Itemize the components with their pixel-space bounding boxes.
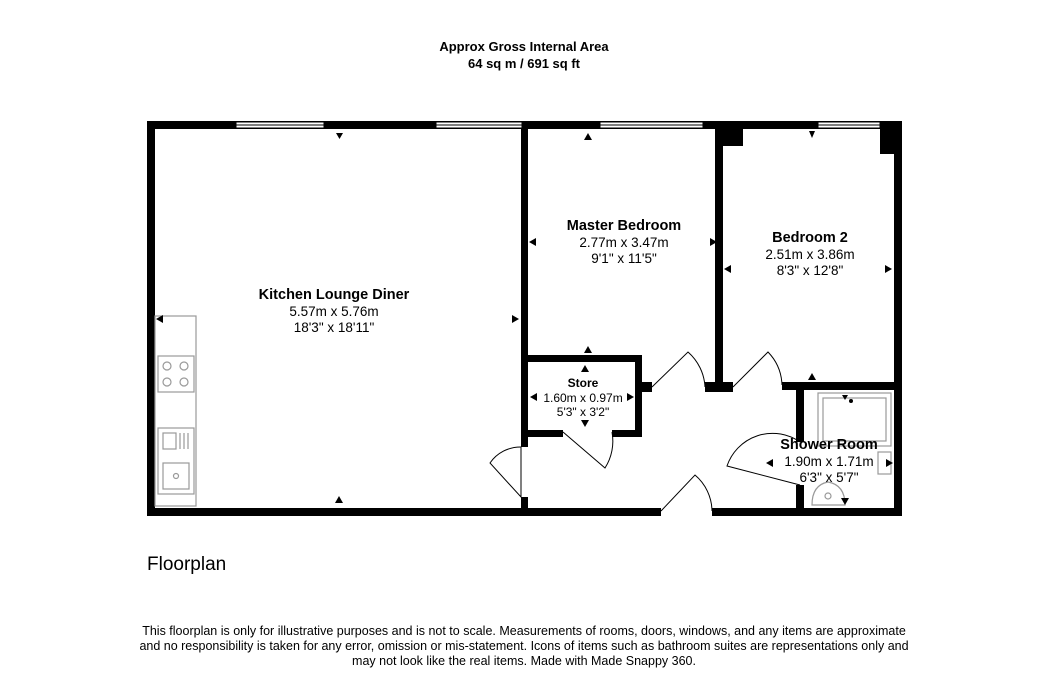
wall-bottom-right [712,508,902,516]
disclaimer-line: This floorplan is only for illustrative purposes and is not to scale. Measurements of rooms, doors, windows, and any items are approximate [142,624,906,638]
floorplan-caption: Floorplan [147,554,227,575]
wall-master-bed2 [715,121,723,388]
wall-left [147,121,155,516]
disclaimer [0,624,1048,669]
disclaimer-line: and no responsibility is taken for any error, omission or mis-statement. Icons of items such as bathroom suites are representations only and [139,639,909,653]
wall-hall-stub [705,382,733,392]
room-name: Bedroom 2 [772,230,848,246]
room-name: Shower Room [780,437,878,453]
kitchen-fittings [155,316,196,506]
wall-kitchen-master [521,121,528,447]
room-imperial: 9'1" x 11'5" [591,251,657,266]
room-metric: 1.60m x 0.97m [543,391,623,405]
room-imperial: 18'3" x 18'11" [293,320,375,335]
room-name: Master Bedroom [566,218,682,234]
wall-store-top [528,355,642,362]
room-label-bedroom-2 [765,230,854,279]
room-label-master [567,218,681,267]
room-label-kitchen [259,287,410,336]
room-metric: 2.77m x 3.47m [579,235,669,250]
room-imperial: 6'3" x 5'7" [799,470,859,485]
wall-right [894,121,902,516]
wall-kitchen-stub [521,497,528,516]
room-label-shower [780,437,877,486]
room-imperial: 5'3" x 3'2" [556,405,610,419]
hob-icon [158,356,194,392]
room-label-store [543,376,622,419]
wall-bottom-left [147,508,661,516]
room-name: Store [567,376,599,390]
room-metric: 5.57m x 5.76m [289,304,379,319]
header-title: Approx Gross Internal Area [439,39,609,54]
header-area: 64 sq m / 691 sq ft [468,56,580,71]
room-imperial: 8'3" x 12'8" [776,263,844,278]
room-name: Kitchen Lounge Diner [258,287,410,303]
wall-store-right [635,355,642,437]
room-metric: 2.51m x 3.86m [765,247,855,262]
wall-store-bottom-left [521,430,563,437]
room-metric: 1.90m x 1.71m [784,454,874,469]
worktop [155,316,196,506]
disclaimer-line: may not look like the real items. Made with Made Snappy 360. [352,654,696,668]
wall-shower-left [796,390,804,442]
wall-shower-top [782,382,902,390]
wall-store-bottom-right [612,430,642,437]
